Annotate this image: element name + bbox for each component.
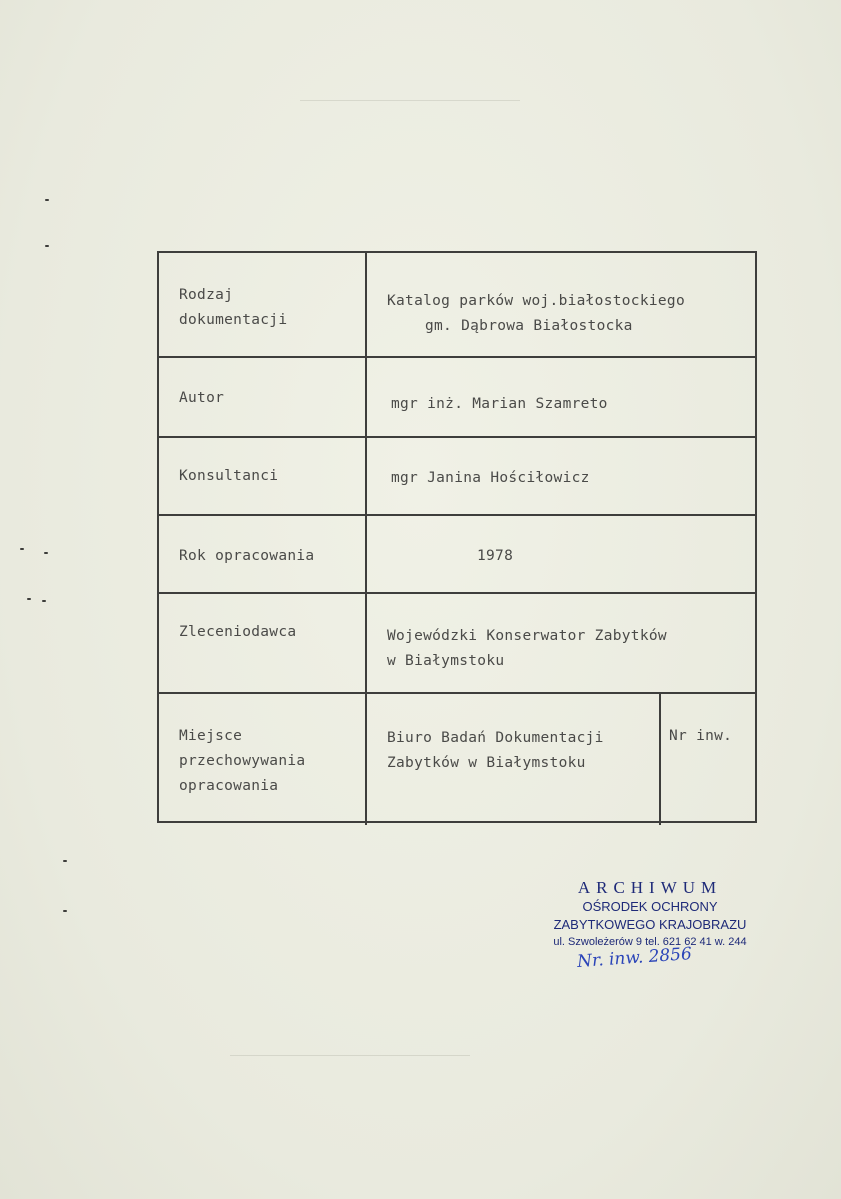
value-commissioner — [387, 624, 667, 674]
bleed-through-line — [230, 1055, 470, 1056]
stamp-line: ZABYTKOWEGO KRAJOBRAZU — [553, 917, 747, 932]
inventory-column-divider — [659, 694, 661, 825]
margin-mark — [27, 598, 31, 600]
label-line: przechowywania — [179, 753, 306, 769]
value-line: mgr Janina Hościłowicz — [391, 470, 590, 486]
column-divider — [365, 438, 367, 514]
value-line: Zabytków w Białymstoku — [387, 755, 586, 771]
stamp-address: ul. Szwoleżerów 9 tel. 621 62 41 w. 244 — [553, 936, 747, 948]
margin-mark — [42, 600, 46, 602]
column-divider — [365, 694, 367, 825]
value-line: w Białymstoku — [387, 653, 505, 669]
column-divider — [365, 516, 367, 592]
value-year — [477, 544, 513, 569]
margin-mark — [45, 199, 49, 201]
column-divider — [365, 594, 367, 692]
bleed-through-line — [300, 100, 520, 101]
value-line: Wojewódzki Konserwator Zabytków — [387, 628, 667, 644]
label-line: Autor — [179, 390, 225, 406]
value-document-type — [387, 289, 685, 339]
value-line: Katalog parków woj.białostockiego — [387, 293, 685, 309]
row-commissioner — [159, 594, 755, 694]
margin-mark — [44, 552, 48, 554]
label-line: Rodzaj — [179, 287, 234, 303]
row-year — [159, 516, 755, 594]
value-line: 1978 — [477, 548, 514, 564]
label-consultants — [179, 464, 278, 489]
column-divider — [365, 358, 367, 436]
label-commissioner — [179, 620, 296, 645]
value-line: Biuro Badań Dokumentacji — [387, 730, 604, 746]
archive-stamp — [530, 878, 770, 950]
value-author — [391, 392, 608, 417]
label-line: Miejsce — [179, 728, 243, 744]
margin-mark — [63, 860, 67, 862]
label-year — [179, 544, 314, 569]
stamp-line: OŚRODEK OCHRONY — [582, 899, 718, 914]
label-line: Rok opracowania — [179, 548, 315, 564]
row-consultants — [159, 438, 755, 516]
label-storage-place — [179, 724, 305, 799]
label-line: dokumentacji — [179, 312, 288, 328]
value-storage-place — [387, 726, 604, 776]
stamp-title: ARCHIWUM — [577, 878, 723, 897]
label-line: opracowania — [179, 778, 279, 794]
margin-mark — [20, 548, 24, 550]
value-consultants — [391, 466, 590, 491]
inventory-number-label: Nr inw. — [669, 728, 733, 744]
metadata-card — [157, 251, 757, 823]
label-line: Konsultanci — [179, 468, 279, 484]
column-divider — [365, 253, 367, 356]
value-line: gm. Dąbrowa Białostocka — [425, 318, 633, 334]
value-line: mgr inż. Marian Szamreto — [391, 396, 608, 412]
row-document-type — [159, 253, 755, 358]
row-author — [159, 358, 755, 438]
row-storage-place — [159, 694, 755, 825]
label-author — [179, 386, 224, 411]
label-document-type — [179, 283, 287, 333]
margin-mark — [63, 910, 67, 912]
margin-mark — [45, 245, 49, 247]
label-line: Zleceniodawca — [179, 624, 297, 640]
handwritten-inventory-note: Nr. inw. 2856 — [576, 944, 693, 972]
